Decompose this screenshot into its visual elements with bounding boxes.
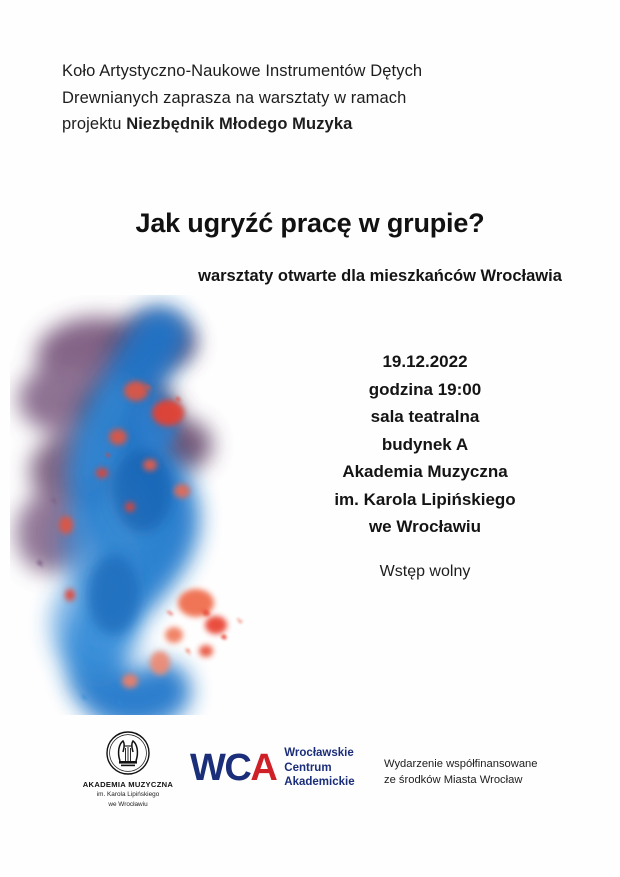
detail-institution-patron: im. Karola Lipińskiego (334, 489, 516, 509)
intro-line-3 (62, 111, 532, 138)
wca-word-3: Akademickie (284, 776, 355, 789)
poster-subtitle: warsztaty otwarte dla mieszkańców Wrocławia (198, 267, 562, 285)
detail-building: budynek A (381, 434, 469, 454)
detail-time: godzina 19:00 (368, 379, 482, 399)
academy-sub-2: we Wrocławiu (108, 800, 148, 808)
detail-date: 19.12.2022 (382, 352, 468, 371)
academy-name: AKADEMIA MUZYCZNA (82, 780, 174, 789)
intro-line-2: Drewnianych zaprasza na warsztaty w ramach (62, 88, 407, 107)
event-details (280, 348, 570, 541)
admission-note: Wstęp wolny (379, 563, 471, 580)
wca-letter-c: C (224, 747, 251, 790)
wca-wordmark (284, 746, 354, 790)
wca-letter-w: W (190, 747, 225, 790)
footer (0, 726, 620, 816)
abstract-paint-artwork (10, 295, 310, 715)
academy-sub-1: im. Karola Lipińskiego (96, 791, 160, 799)
intro-text (62, 58, 532, 138)
poster-title: Jak ugryźć pracę w grupie? (135, 208, 485, 238)
funding-note (384, 756, 584, 788)
wca-monogram (190, 747, 277, 790)
funding-line-2: ze środków Miasta Wrocław (384, 774, 523, 787)
detail-institution: Akademia Muzyczna (342, 462, 508, 482)
academy-logo (68, 730, 188, 810)
project-name: Niezbędnik Młodego Muzyka (126, 115, 353, 134)
lyre-seal-icon (105, 730, 151, 776)
wca-word-2: Centrum (284, 761, 332, 774)
intro-line-1: Koło Artystyczno-Naukowe Instrumentów Dętych (62, 62, 423, 80)
detail-room: sala teatralna (370, 407, 480, 427)
wca-logo (190, 746, 355, 790)
wca-letter-a: A (250, 747, 277, 790)
funding-line-1: Wydarzenie współfinansowane (384, 758, 538, 770)
wca-word-1: Wrocławskie (284, 747, 354, 759)
intro-line-3-prefix: projektu (62, 115, 127, 134)
detail-city: we Wrocławiu (368, 517, 482, 537)
